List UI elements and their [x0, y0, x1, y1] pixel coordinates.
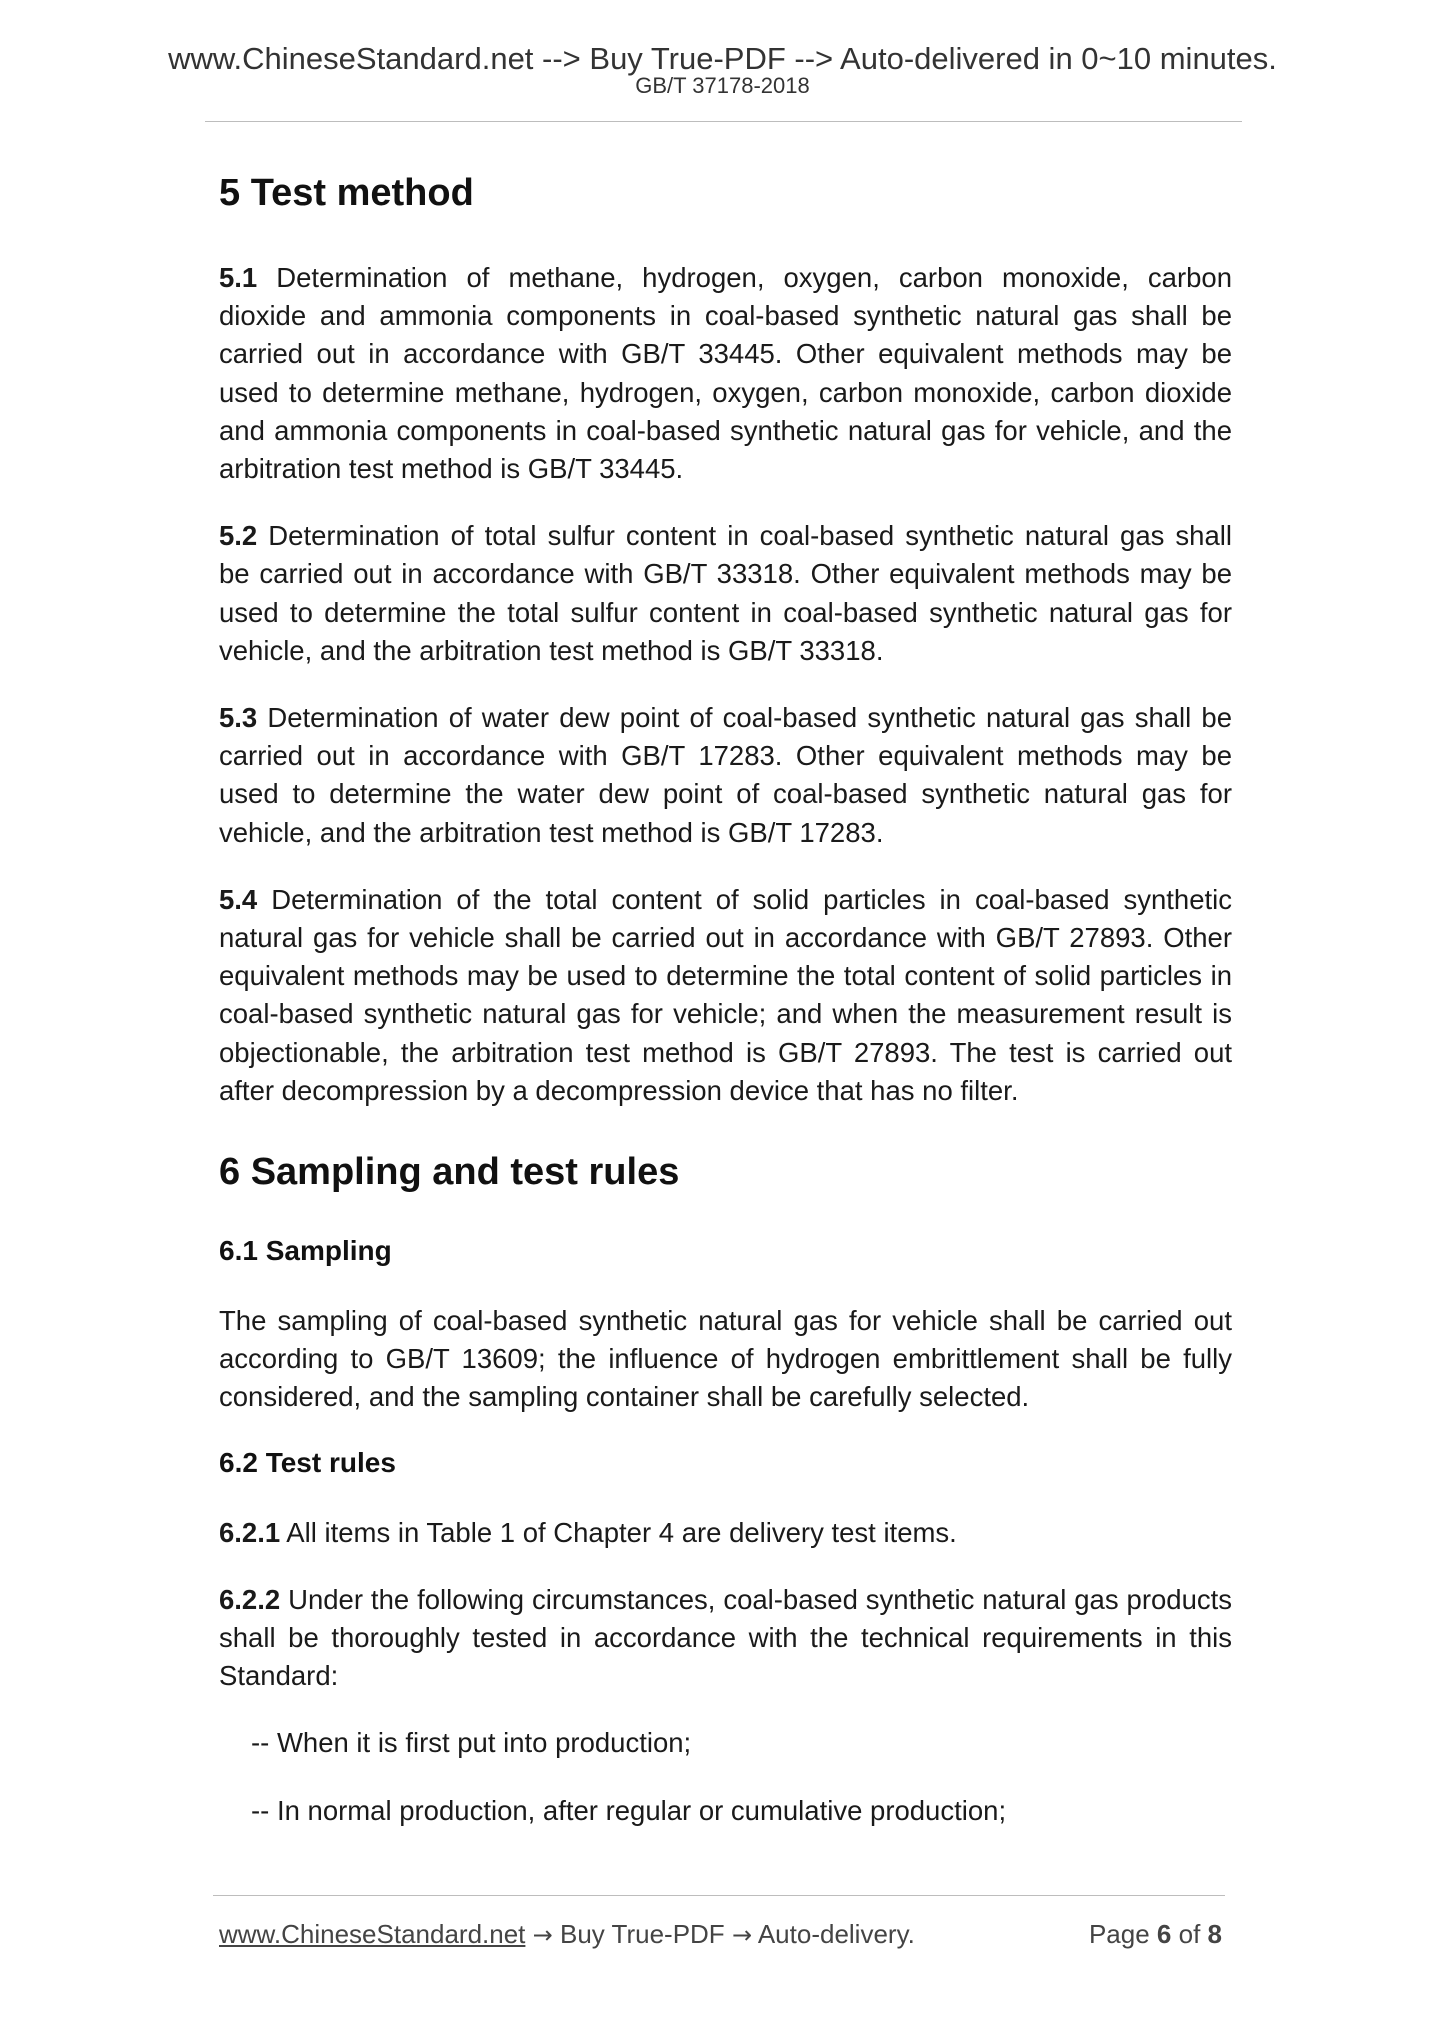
clause-text: Determination of water dew point of coal-based synthetic natural gas shall be carried out in accordance with GB/T 17283. Other equivalent methods may be used to determine the water dew point of coal-based synthetic natural gas for vehicle, and the arbitration test method is GB/T 17283. [219, 702, 1232, 848]
clause-5-1 [219, 259, 1232, 488]
arrow-right-icon: → [731, 1921, 753, 1949]
footer-promo [219, 1916, 915, 1953]
clause-text: Determination of methane, hydrogen, oxygen, carbon monoxide, carbon dioxide and ammonia components in coal-based synthetic natural gas shall be carried out in accordance with GB/T 33445. Other equivalent methods may be used to determine methane, hydrogen, oxygen, carbon monoxide, carbon dioxide and ammonia components in coal-based synthetic natural gas for vehicle, and the arbitration test method is GB/T 33445. [219, 262, 1232, 485]
clause-number: 5.2 [219, 520, 258, 552]
sampling-paragraph: The sampling of coal-based synthetic natural gas for vehicle shall be carried out according to GB/T 13609; the influence of hydrogen embrittlement shall be fully considered, and the sampling container shall be carefully selected. [219, 1305, 1232, 1413]
of-label: of [1178, 1919, 1201, 1949]
clause-number: 5.4 [219, 883, 258, 915]
page-footer [219, 1916, 1232, 1952]
clause-6-2-1 [219, 1514, 1232, 1552]
clause-number: 5.1 [219, 262, 258, 293]
footer-buy-text: Buy True-PDF [559, 1919, 725, 1949]
list-item: -- In normal production, after regular or cumulative production; [251, 1794, 1007, 1826]
subsection-6-1-heading: 6.1 Sampling [219, 1235, 392, 1267]
clause-number: 6.2.2 [219, 1583, 281, 1615]
section-5-heading: 5 Test method [219, 172, 474, 214]
footer-divider [213, 1895, 1225, 1896]
page-current: 6 [1156, 1919, 1172, 1949]
standard-code: GB/T 37178-2018 [635, 73, 810, 98]
clause-text: All items in Table 1 of Chapter 4 are delivery test items. [280, 1516, 957, 1548]
footer-site-link[interactable]: www.ChineseStandard.net [219, 1919, 526, 1949]
clause-5-4 [219, 881, 1232, 1110]
clause-number: 6.2.1 [219, 1516, 281, 1548]
page-label: Page [1088, 1919, 1150, 1949]
subsection-6-2-heading: 6.2 Test rules [219, 1446, 396, 1478]
page-number [1089, 1916, 1222, 1952]
page-total: 8 [1207, 1919, 1222, 1949]
clause-text: Under the following circumstances, coal-based synthetic natural gas products shall be thoroughly tested in accordance with the technical requirements in this Standard: [219, 1583, 1232, 1692]
clause-6-2-2 [219, 1581, 1232, 1696]
clause-number: 5.3 [219, 702, 258, 734]
footer-delivery-text: Auto-delivery. [757, 1919, 915, 1949]
clause-text: Determination of the total content of solid particles in coal-based synthetic natural gas for vehicle shall be carried out in accordance with GB/T 27893. Other equivalent methods may be used to determine the total content of solid particles in coal-based synthetic natural gas for vehicle; and when the measurement result is objectionable, the arbitration test method is GB/T 27893. The test is carried out after decompression by a decompression device that has no filter. [219, 883, 1232, 1106]
header-divider [205, 121, 1242, 122]
clause-5-3 [219, 699, 1232, 852]
arrow-right-icon: → [532, 1921, 553, 1949]
clause-5-2 [219, 517, 1232, 670]
page-content [219, 165, 1232, 1859]
section-6-heading: 6 Sampling and test rules [219, 1151, 680, 1194]
top-banner: www.ChineseStandard.net --> Buy True-PDF --> Auto-delivered in 0~10 minutes. [168, 41, 1277, 76]
list-item: -- When it is first put into production; [251, 1727, 692, 1759]
clause-text: Determination of total sulfur content in coal-based synthetic natural gas shall be carried out in accordance with GB/T 33318. Other equivalent methods may be used to determine the total sulfur content in coal-based synthetic natural gas for vehicle, and the arbitration test method is GB/T 33318. [219, 520, 1232, 666]
